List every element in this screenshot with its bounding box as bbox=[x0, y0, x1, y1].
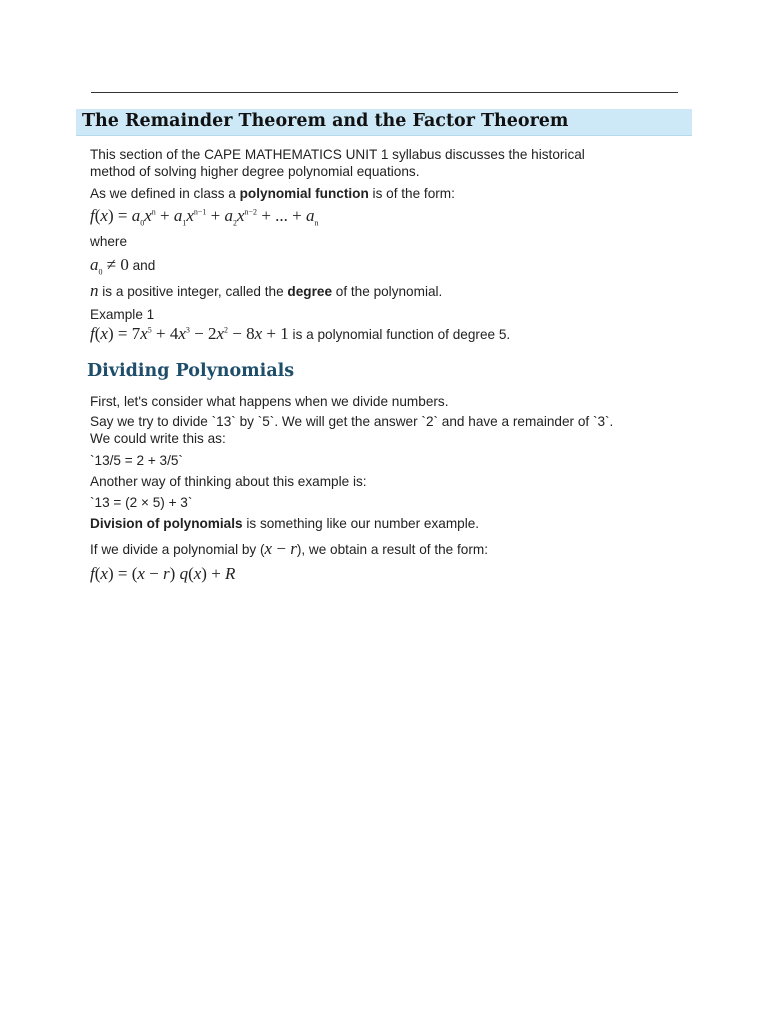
example-label: Example 1 bbox=[90, 307, 155, 322]
example-1: $f(x) = 7x^5 + 4x^3 - 2x^2 - 8x + 1$ is a polynomial function of degree 5. bbox=[90, 324, 511, 343]
term-division-of-polynomials: Division of polynomials bbox=[90, 516, 243, 531]
section-heading-dividing-polynomials: Dividing Polynomials bbox=[87, 361, 295, 381]
division-example-b: We could write this as: bbox=[90, 431, 226, 446]
polynomial-formula: $f(x) = a_0x^n + a_1x^{n-1} + a_2x^{n-2}$ + ... + $a_n$ bbox=[90, 206, 319, 228]
page-title: The Remainder Theorem and the Factor Theorem bbox=[82, 111, 569, 131]
division-example-a: Say we try to divide `13` by `5`. We will get the answer `2` and have a remainder of `3`. bbox=[90, 414, 614, 429]
remainder-form-formula: f(x) = (x − r) q(x) + R bbox=[90, 564, 236, 583]
term-polynomial-function: polynomial function bbox=[239, 186, 369, 201]
alternate-thinking: Another way of thinking about this example is: bbox=[90, 474, 367, 489]
title-banner bbox=[76, 109, 692, 136]
degree-definition: n is a positive integer, called the degree of the polynomial. bbox=[90, 281, 443, 300]
intro-line-2: method of solving higher degree polynomial equations. bbox=[90, 164, 420, 179]
definition-line: As we defined in class a polynomial function is of the form: bbox=[90, 186, 455, 201]
product-expression: `13 = (2 × 5) + 3` bbox=[90, 495, 193, 510]
top-rule bbox=[91, 92, 678, 93]
where-text: where bbox=[90, 234, 128, 249]
fraction-expression: `13/5 = 2 + 3/5` bbox=[90, 453, 183, 468]
term-degree: degree bbox=[287, 284, 332, 299]
a0-condition: $a_0 \ne 0$ and bbox=[90, 255, 156, 277]
divide-by-line: If we divide a polynomial by (x − r), we obtain a result of the form: bbox=[90, 539, 488, 558]
division-intro: First, let's consider what happens when we divide numbers. bbox=[90, 394, 449, 409]
intro-line-1: This section of the CAPE MATHEMATICS UNIT 1 syllabus discusses the historical bbox=[90, 147, 585, 162]
polynomial-division-note: Division of polynomials is something like our number example. bbox=[90, 516, 480, 531]
